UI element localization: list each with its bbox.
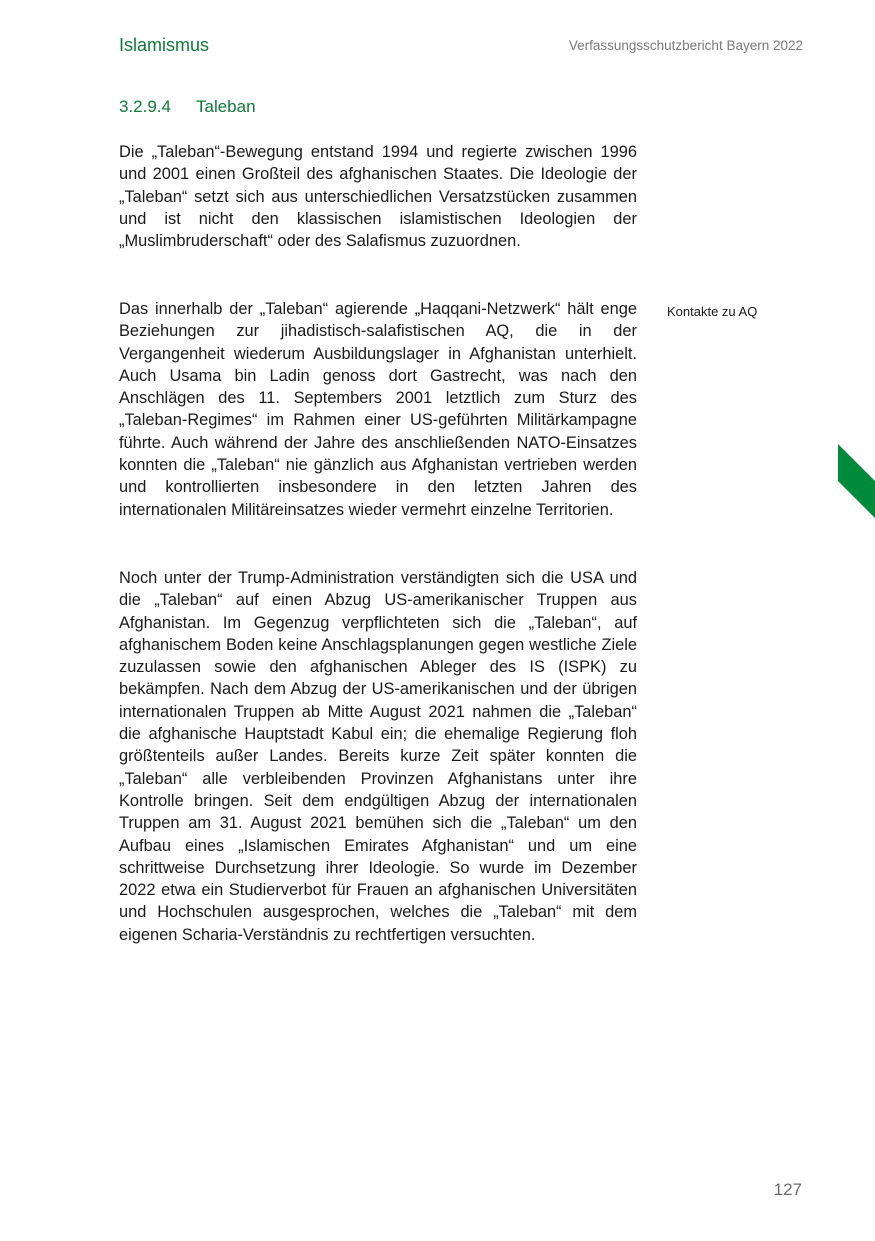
- section-title: Taleban: [196, 97, 256, 116]
- paragraph-1: Die „Taleban“-Bewegung entstand 1994 und regierte zwischen 1996 und 2001 einen Großteil des afghanischen Staates. Die Ideologie der „Taleban“ setzt sich aus unterschiedlichen Versatzstücken zusammen und ist nicht den klassischen islamistischen Ideologien der „Muslimbruderschaft“ oder des Salafismus zuzuordnen.: [119, 143, 637, 251]
- section-number: 3.2.9.4: [119, 97, 171, 116]
- page-number: 127: [773, 1180, 802, 1199]
- chapter-tab-marker: [838, 444, 875, 518]
- paragraph-3: Noch unter der Trump-Administration verständigten sich die USA und die „Taleban“ auf einen Abzug US-amerikanischer Truppen aus Afghanistan. Im Gegenzug verpflichteten sich die „Taleban“, auf afghanischem Boden keine Anschlagsplanungen gegen westliche Ziele zuzulassen sowie den afghanischen Ableger des IS (ISPK) zu bekämpfen. Nach dem Abzug der US-amerikanischen und der übrigen internationalen Truppen ab Mitte August 2021 nahmen die „Taleban“ die afghanische Hauptstadt Kabul ein; die ehemalige Regierung floh größtenteils außer Landes. Bereits kurze Zeit später konnten die „Taleban“ alle verbleibenden Provinzen Afghanistans unter ihre Kontrolle bringen. Seit dem endgültigen Abzug der internationalen Truppen am 31. August 2021 bemühen sich die „Taleban“ um den Aufbau eines „Islamischen Emirates Afghanistan“ und um eine schrittweise Durchsetzung ihrer Ideologie. So wurde im Dezember 2022 etwa ein Studierverbot für Frauen an afghanischen Universitäten und Hochschulen ausgesprochen, welches die „Taleban“ mit dem eigenen Scharia-Verständnis zu rechtfertigen versuchten.: [119, 569, 637, 944]
- running-header-document-title: Verfassungsschutzbericht Bayern 2022: [568, 38, 803, 53]
- paragraph-2: Das innerhalb der „Taleban“ agierende „Haqqani-Netzwerk“ hält enge Beziehungen zur jihadistisch-salafistischen AQ, die in der Vergangenheit wiederum Ausbildungslager in Afghanistan unterhielt. Auch Usama bin Ladin genoss dort Gastrecht, was nach den Anschlägen des 11. Septembers 2001 letztlich zum Sturz des „Taleban-Regimes“ im Rahmen einer US-geführten Militärkampagne führte. Auch während der Jahre des anschließenden NATO-Einsatzes konnten die „Taleban“ nie gänzlich aus Afghanistan vertrieben werden und kontrollierten insbesondere in den letzten Jahren des internationalen Militäreinsatzes wieder vermehrt einzelne Territorien.: [119, 300, 637, 519]
- running-header-section: Islamismus: [119, 35, 210, 55]
- section-heading: [119, 96, 256, 118]
- margin-note: Kontakte zu AQ: [667, 304, 758, 319]
- chapter-tab-shape: [838, 444, 875, 518]
